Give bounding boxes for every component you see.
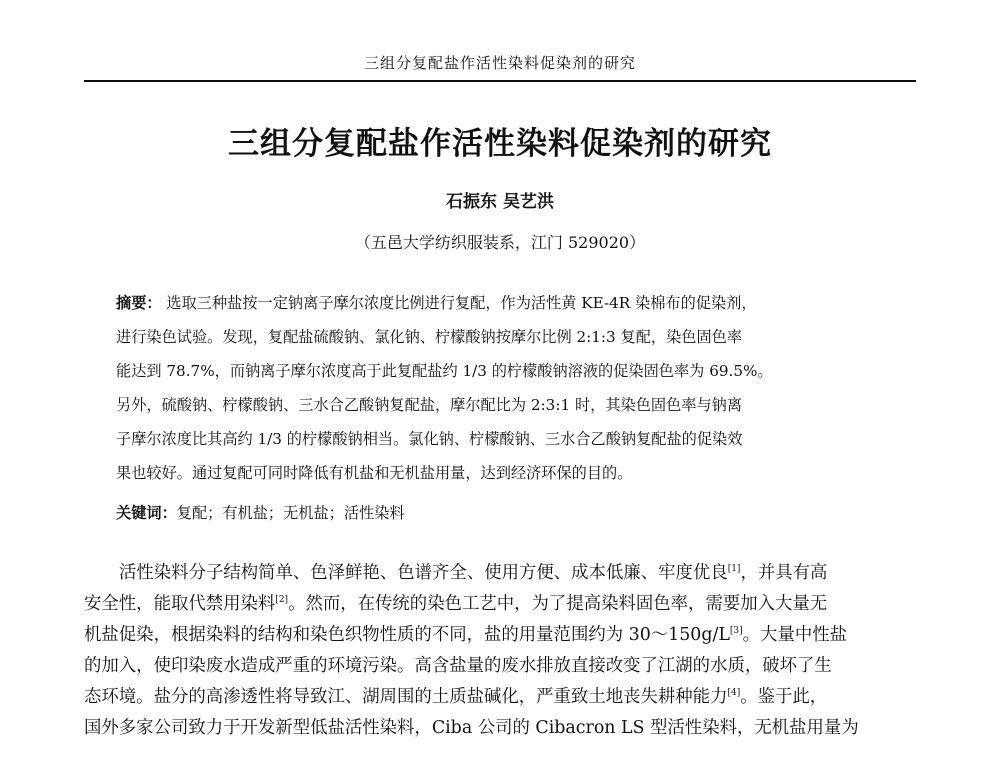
keywords-label: 关键词： <box>116 504 177 522</box>
body-line: 的加入，使印染废水造成严重的环境污染。高含盐量的废水排放直接改变了江湖的水质，破坏了生 <box>84 656 832 676</box>
body-line <box>84 620 924 651</box>
body-text: 。鉴于此， <box>740 687 828 707</box>
citation-ref: [2] <box>275 595 289 606</box>
body-line <box>84 589 924 620</box>
abstract-label: 摘要： <box>116 294 162 312</box>
body-line <box>84 558 924 589</box>
abstract-line: 另外，硫酸钠、柠檬酸钠、三水合乙酸钠复配盐，摩尔配比为 2:3:1 时，其染色固色率与钠离 <box>116 396 743 414</box>
header-rule <box>84 80 916 82</box>
body-paragraph <box>84 558 924 744</box>
abstract-line-text: 选取三种盐按一定钠离子摩尔浓度比例进行复配，作为活性黄 KE-4R 染棉布的促染剂， <box>166 294 757 312</box>
keywords <box>116 498 886 528</box>
keywords-text: 复配；有机盐；无机盐；活性染料 <box>176 504 405 522</box>
body-line <box>84 682 924 713</box>
article-affiliation: （五邑大学纺织服装系，江门 529020） <box>354 233 646 252</box>
abstract-line: 果也较好。通过复配可同时降低有机盐和无机盐用量，达到经济环保的目的。 <box>116 464 633 482</box>
body-text: 活性染料分子结构简单、色泽鲜艳、色谱齐全、使用方便、成本低廉、牢度优良 <box>119 563 728 583</box>
citation-ref: [3] <box>729 626 743 637</box>
body-text: 安全性，能取代禁用染料 <box>84 594 276 614</box>
abstract <box>116 286 886 490</box>
abstract-line: 能达到 78.7%，而钠离子摩尔浓度高于此复配盐约 1/3 的柠檬酸钠溶液的促染固色率为 69.5%。 <box>116 362 773 380</box>
abstract-line: 进行染色试验。发现，复配盐硫酸钠、氯化钠、柠檬酸钠按摩尔比例 2:1:3 复配，染色固色率 <box>116 328 743 346</box>
body-text: ，并具有高 <box>740 563 828 583</box>
article-authors: 石振东 吴艺洪 <box>446 192 554 212</box>
article-title: 三组分复配盐作活性染料促染剂的研究 <box>228 126 772 162</box>
citation-ref: [4] <box>727 688 741 699</box>
body-text: 态环境。盐分的高渗透性将导致江、湖周围的土质盐碱化，严重致土地丧失耕种能力 <box>84 687 728 707</box>
running-header: 三组分复配盐作活性染料促染剂的研究 <box>363 54 636 72</box>
citation-ref: [1] <box>727 564 741 575</box>
abstract-line <box>116 286 886 320</box>
body-line: 国外多家公司致力于开发新型低盐活性染料，Ciba 公司的 Cibacron LS 型活性染料，无机盐用量为 <box>84 718 859 738</box>
body-text: 。然而，在传统的染色工艺中，为了提高染料固色率，需要加入大量无 <box>288 594 828 614</box>
body-text: 机盐促染，根据染料的结构和染色织物性质的不同，盐的用量范围约为 30～150g/L <box>84 625 730 645</box>
body-text: 。大量中性盐 <box>742 625 848 645</box>
abstract-line: 子摩尔浓度比其高约 1/3 的柠檬酸钠相当。氯化钠、柠檬酸钠、三水合乙酸钠复配盐的促染效 <box>116 430 743 448</box>
